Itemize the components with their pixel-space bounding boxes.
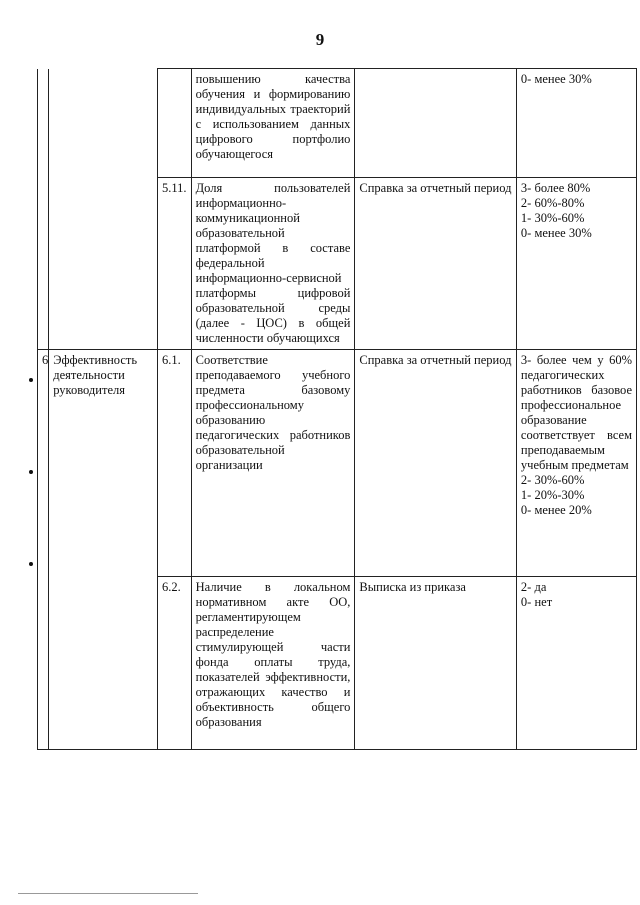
table-row [38,69,637,178]
score-line: 2- да [520,580,547,594]
page-number: 9 [315,30,325,49]
scores-cell [516,350,636,577]
criterion-cell: Эффективность деятельности руководителя [49,350,158,750]
criterion-cell [49,69,158,350]
criterion-number-cell [38,69,49,350]
scores-cell [516,178,636,350]
indicator-text-cell: Наличие в локальном нормативном акте ОО, регламентирующем распределение стимулирующей части фонда оплаты труда, показателей эффективности, отражающих качество и объективность общего образования [191,577,355,750]
indicator-code-cell [158,69,192,178]
indicator-text-cell: повышению качества обучения и формированию индивидуальных траекторий с использованием данных цифрового портфолио обучающегося [191,69,355,178]
score-line: 2- 60%-80% [520,196,585,210]
score-line: 0- нет [520,595,553,609]
source-cell: Справка за отчетный период [355,178,517,350]
margin-mark [29,562,33,566]
score-line: 1- 20%-30% [520,488,585,502]
score-line: 1- 30%-60% [520,211,585,225]
criteria-table [37,68,637,750]
indicator-text-cell: Доля пользователей информационно-коммуникационной образовательной платформой в составе федеральной информационно-сервисной платформы цифровой образовательной среды (далее - ЦОС) в общей численности обучающихся [191,178,355,350]
indicator-code-cell: 6.1. [158,350,192,577]
margin-mark [29,378,33,382]
source-cell: Справка за отчетный период [355,350,517,577]
source-cell [355,69,517,178]
score-line: 3- более 80% [520,181,591,195]
bottom-rule [18,893,198,894]
score-line: 3- более чем у 60% педагогических работников базовое профессиональное образование соответствует всем преподаваемым учебным предметам [520,353,632,472]
source-cell: Выписка из приказа [355,577,517,750]
score-line: 0- менее 30% [520,226,592,240]
indicator-code-cell: 6.2. [158,577,192,750]
margin-mark [29,470,33,474]
scores-cell [516,577,636,750]
criterion-number-cell: 6 [38,350,49,750]
table-row [38,350,637,577]
score-line: 0- менее 30% [520,72,592,86]
indicator-code-cell: 5.11. [158,178,192,350]
indicator-text-cell: Соответствие преподаваемого учебного предмета базовому профессиональному образованию педагогических работников образовательной организации [191,350,355,577]
score-line: 2- 30%-60% [520,473,585,487]
score-line: 0- менее 20% [520,503,592,517]
scores-cell [516,69,636,178]
